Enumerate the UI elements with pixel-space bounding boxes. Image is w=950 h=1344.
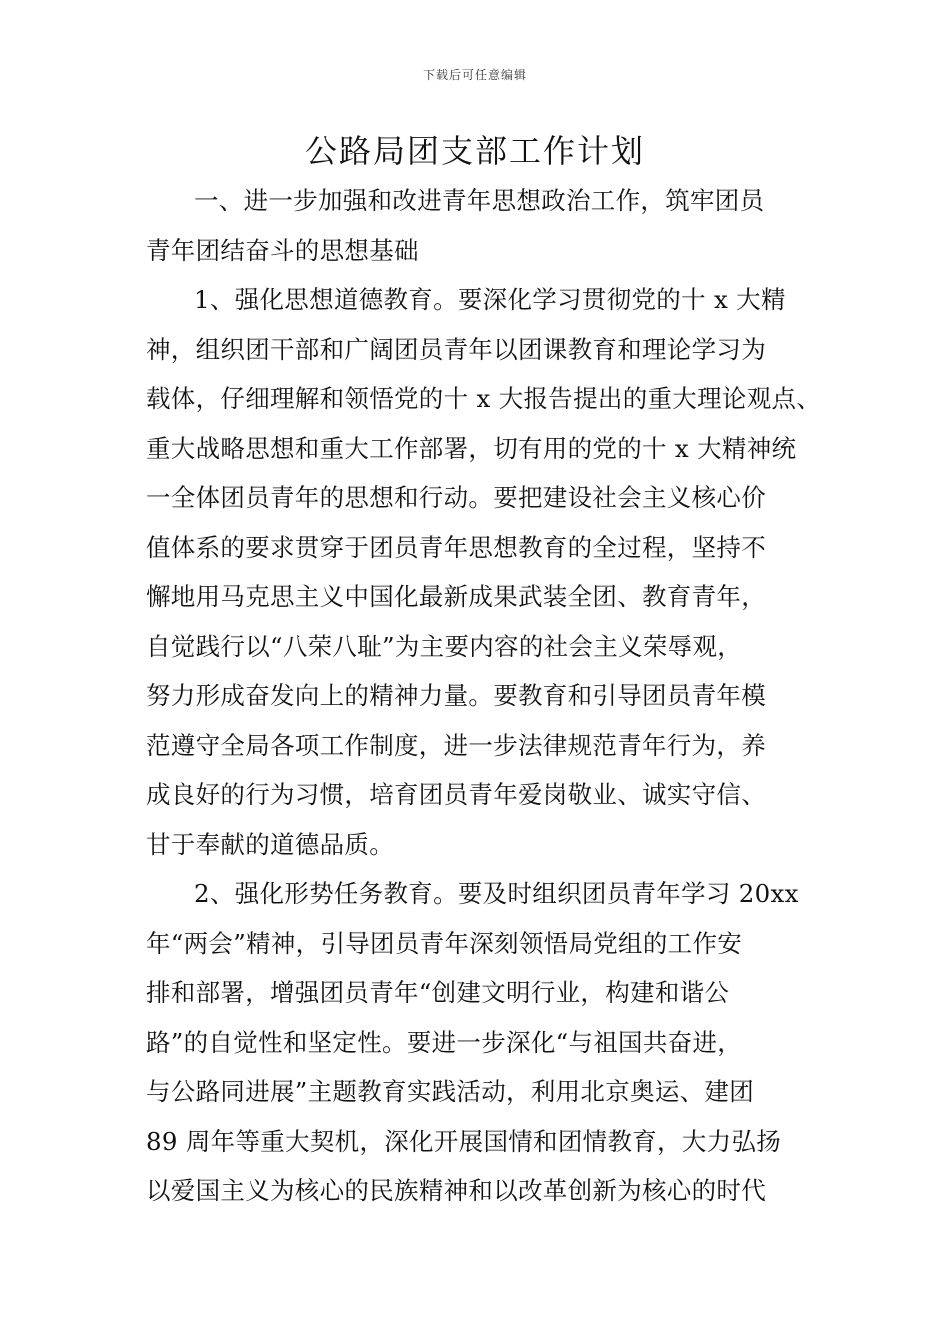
section-heading-line: 青年团结奋斗的思想基础 xyxy=(146,235,419,265)
paragraph-line: 努力形成奋发向上的精神力量。要教育和引导团员青年模 xyxy=(146,681,766,710)
paragraph-line: 懈地用马克思主义中国化最新成果武装全团、教育青年， xyxy=(146,582,766,611)
header-note: 下载后可任意编辑 xyxy=(422,68,527,82)
paragraph-line: 甘于奉献的道德品质。 xyxy=(146,829,394,859)
document-body xyxy=(146,176,822,1216)
paragraph-line: 以爱国主义为核心的民族精神和以改革创新为核心的时代 xyxy=(146,1176,766,1205)
paragraph-line: 值体系的要求贯穿于团员青年思想教育的全过程，坚持不 xyxy=(146,532,766,562)
section-heading-line: 一、进一步加强和改进青年思想政治工作，筑牢团员 xyxy=(194,186,765,215)
paragraph-line: 与公路同进展”主题教育实践活动，利用北京奥运、建团 xyxy=(146,1077,755,1106)
paragraph-line: 重大战略思想和重大工作部署，切有用的党的十 x 大精神统 xyxy=(146,433,797,463)
paragraph-line: 成良好的行为习惯，培育团员青年爱岗敬业、诚实守信、 xyxy=(146,780,766,809)
paragraph-line: 2、强化形势任务教育。要及时组织团员青年学习 20xx xyxy=(194,879,799,908)
paragraph-line: 神，组织团干部和广阔团员青年以团课教育和理论学习为 xyxy=(146,334,766,364)
paragraph-line: 范遵守全局各项工作制度，进一步法律规范青年行为，养 xyxy=(146,730,766,760)
paragraph-line: 1、强化思想道德教育。要深化学习贯彻党的十 x 大精 xyxy=(194,285,786,314)
paragraph-line: 载体，仔细理解和领悟党的十 x 大报告提出的重大理论观点、 xyxy=(146,384,822,413)
paragraph-line: 89 周年等重大契机，深化开展国情和团情教育，大力弘扬 xyxy=(146,1126,782,1156)
paragraph-line: 一全体团员青年的思想和行动。要把建设社会主义核心价 xyxy=(146,483,766,512)
paragraph-line: 路”的自觉性和坚定性。要进一步深化“与祖国共奋进， xyxy=(146,1027,743,1057)
document-title: 公路局团支部工作计划 xyxy=(304,132,645,170)
paragraph-line: 自觉践行以“八荣八耻”为主要内容的社会主义荣辱观， xyxy=(146,631,743,661)
paragraph-line: 年“两会”精神，引导团员青年深刻领悟局党组的工作安 xyxy=(146,928,743,958)
paragraph-line: 排和部署，增强团员青年“创建文明行业，构建和谐公 xyxy=(146,978,730,1007)
